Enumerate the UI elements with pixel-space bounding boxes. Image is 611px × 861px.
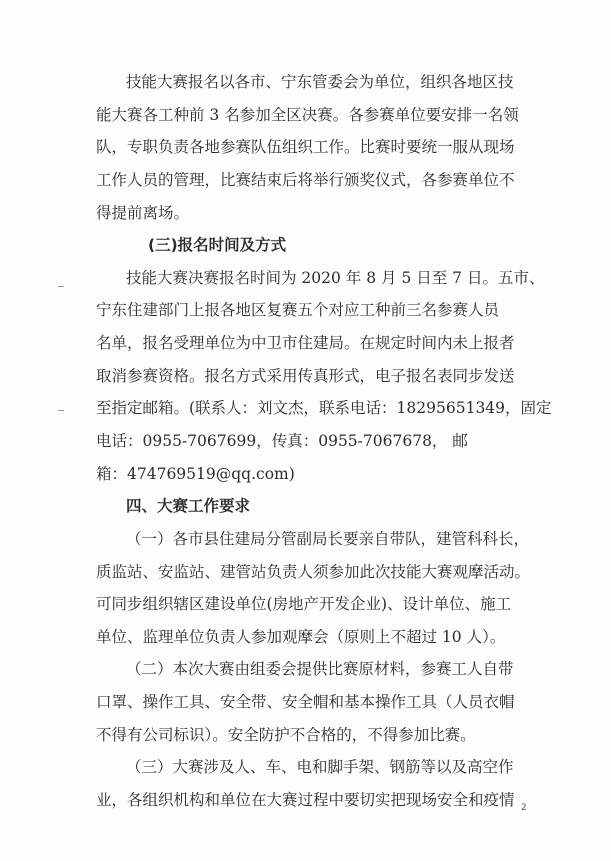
- paragraph-line: 箱：474769519@qq.com): [96, 464, 295, 483]
- paragraph-line: 质监站、安监站、建管站负责人须参加此次技能大赛观摩活动。: [96, 562, 531, 581]
- paragraph-line: 至指定邮箱。(联系人：刘文杰，联系电话：18295651349，固定: [96, 399, 552, 418]
- section-heading: (三)报名时间及方式: [148, 236, 287, 255]
- paragraph-line: 单位、监理单位负责人参加观摩会（原则上不超过 10 人）。: [96, 627, 506, 646]
- margin-mark: [58, 286, 64, 287]
- paragraph-line: 技能大赛报名以各市、宁东管委会为单位，组织各地区技: [126, 73, 514, 91]
- paragraph-line: 队，专职负责各地参赛队伍组织工作。比赛时要统一服从现场: [96, 138, 515, 157]
- paragraph-line: 得提前离场。: [96, 203, 190, 222]
- margin-mark: [58, 410, 64, 411]
- paragraph-line: （三）大赛涉及人、车、电和脚手架、钢筋等以及高空作: [126, 758, 514, 777]
- paragraph-line: 口罩、操作工具、安全带、安全帽和基本操作工具（人员衣帽: [96, 693, 515, 712]
- paragraph-line: 名单，报名受理单位为中卫市住建局。在规定时间内未上报者: [96, 334, 515, 353]
- paragraph-line: 电话：0955-7067699，传真：0955-7067678， 邮: [96, 432, 468, 450]
- paragraph-line: 不得有公司标识）。安全防护不合格的，不得参加比赛。: [96, 725, 476, 744]
- paragraph-line: （二）本次大赛由组委会提供比赛原材料，参赛工人自带: [126, 660, 514, 679]
- paragraph-line: 可同步组织辖区建设单位(房地产开发企业)、设计单位、施工: [96, 595, 512, 614]
- paragraph-line: 能大赛各工种前 3 名参加全区决赛。各参赛单位要安排一名领: [96, 105, 519, 124]
- paragraph-line: 宁东住建部门上报各地区复赛五个对应工种前三名参赛人员: [96, 301, 500, 320]
- paragraph-line: 取消参赛资格。报名方式采用传真形式，电子报名表同步发送: [96, 366, 515, 385]
- paragraph-line: 业，各组织机构和单位在大赛过程中要切实把现场安全和疫情: [96, 791, 515, 809]
- page-number: 2: [521, 803, 527, 813]
- paragraph-line: （一）各市县住建局分管副局长要亲自带队，建管科科长，: [126, 529, 530, 548]
- section-heading: 四、大赛工作要求: [126, 497, 251, 516]
- paragraph-line: 技能大赛决赛报名时间为 2020 年 8 月 5 日至 7 日。五市、: [126, 268, 545, 287]
- paragraph-line: 工作人员的管理，比赛结束后将举行颁奖仪式，各参赛单位不: [96, 170, 515, 189]
